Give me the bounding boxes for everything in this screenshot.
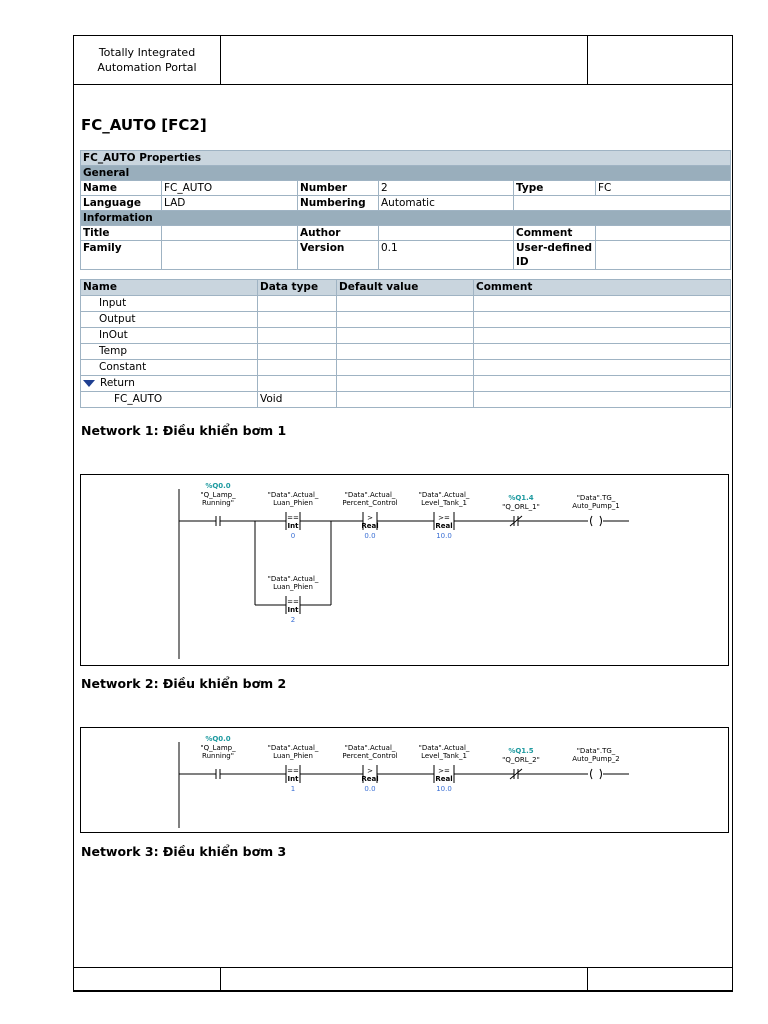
cmp2-val-label: 0.0 <box>364 532 376 540</box>
type-label: Type <box>514 181 596 196</box>
app-name: Totally Integrated Automation Portal <box>74 36 221 84</box>
table-row <box>81 328 731 344</box>
table-row <box>81 344 731 360</box>
section-constant: Constant <box>81 360 258 376</box>
numbering-label: Numbering <box>298 196 379 211</box>
lamp-addr-label: %Q0.0 <box>205 482 231 490</box>
section-information: Information <box>81 211 731 226</box>
cmp3-val-label: 10.0 <box>436 785 452 793</box>
cmp1-type-label: Int <box>287 522 299 530</box>
family-value <box>162 241 298 270</box>
section-input: Input <box>81 296 258 312</box>
network-3-title: Network 3: Điều khiển bơm 3 <box>81 844 287 859</box>
page-header <box>73 35 733 85</box>
cmp1-l2-label: Luan_Phien <box>273 752 313 760</box>
br-type-label: Int <box>287 606 299 614</box>
cmp2-l2-label: Percent_Control <box>342 752 398 760</box>
language-label: Language <box>81 196 162 211</box>
comment-label: Comment <box>514 226 596 241</box>
type-value: FC <box>596 181 731 196</box>
userid-label: User-defined ID <box>514 241 596 270</box>
footer-cell-1 <box>74 968 221 991</box>
coil-l2-label: Auto_Pump_2 <box>572 755 620 763</box>
col-datatype: Data type <box>258 280 337 296</box>
network-1-title: Network 1: Điều khiển bơm 1 <box>81 423 287 438</box>
block-title: FC_AUTO [FC2] <box>81 116 207 134</box>
version-value: 0.1 <box>379 241 514 270</box>
table-row <box>81 296 731 312</box>
cmp1-l2-label: Luan_Phien <box>273 499 313 507</box>
cmp1-type-label: Int <box>287 775 299 783</box>
cmp3-val-label: 10.0 <box>436 532 452 540</box>
cmp3-type-label: Real <box>435 522 453 530</box>
cmp2-type-label: Real <box>361 775 379 783</box>
orl-name-label: "Q_ORL_1" <box>502 503 540 511</box>
section-return[interactable] <box>81 376 258 392</box>
cmp2-op-label: > <box>367 767 373 775</box>
br-val-label: 2 <box>290 616 296 624</box>
table-row <box>81 376 731 392</box>
lamp-l2-label: Running" <box>202 752 234 760</box>
cmp3-type-label: Real <box>435 775 453 783</box>
orl-name-label: "Q_ORL_2" <box>502 756 540 764</box>
properties-heading: FC_AUTO Properties <box>81 151 731 166</box>
cmp3-l2-label: Level_Tank_1 <box>421 752 467 760</box>
coil-l1-label: "Data".TG_ <box>576 747 616 755</box>
cmp2-op-label: > <box>367 514 373 522</box>
version-label: Version <box>298 241 379 270</box>
orl-addr-label: %Q1.4 <box>508 494 534 502</box>
page-footer <box>73 967 733 992</box>
table-row <box>81 360 731 376</box>
br-op-label: == <box>287 598 299 606</box>
name-label: Name <box>81 181 162 196</box>
name-value: FC_AUTO <box>162 181 298 196</box>
collapse-triangle-icon[interactable] <box>83 380 95 387</box>
cmp1-l1-label: "Data".Actual_ <box>267 744 319 752</box>
cmp2-l1-label: "Data".Actual_ <box>344 744 396 752</box>
br-l1-label: "Data".Actual_ <box>267 575 319 583</box>
lamp-l2-label: Running" <box>202 499 234 507</box>
number-label: Number <box>298 181 379 196</box>
coil-l1-label: "Data".TG_ <box>576 494 616 502</box>
interface-table <box>80 279 731 408</box>
section-temp: Temp <box>81 344 258 360</box>
cmp3-op-label: >= <box>438 514 450 522</box>
title-label: Title <box>81 226 162 241</box>
header-middle-cell <box>221 36 588 84</box>
section-general: General <box>81 166 731 181</box>
number-value: 2 <box>379 181 514 196</box>
cmp2-val-label: 0.0 <box>364 785 376 793</box>
col-comment: Comment <box>474 280 731 296</box>
author-value <box>379 226 514 241</box>
cmp3-l1-label: "Data".Actual_ <box>418 491 470 499</box>
table-row <box>81 312 731 328</box>
title-value <box>162 226 298 241</box>
orl-addr-label: %Q1.5 <box>508 747 534 755</box>
cmp1-val-label: 1 <box>290 785 296 793</box>
author-label: Author <box>298 226 379 241</box>
cmp1-val-label: 0 <box>290 532 296 540</box>
cmp3-l2-label: Level_Tank_1 <box>421 499 467 507</box>
cmp2-l2-label: Percent_Control <box>342 499 398 507</box>
lamp-l1-label: "Q_Lamp_ <box>200 491 236 499</box>
empty-cell <box>514 196 731 211</box>
network-2-title: Network 2: Điều khiển bơm 2 <box>81 676 287 691</box>
coil-l2-label: Auto_Pump_1 <box>572 502 620 510</box>
ladder-diagram-1 <box>81 475 730 667</box>
cmp2-l1-label: "Data".Actual_ <box>344 491 396 499</box>
return-type: Void <box>258 392 337 408</box>
return-name: FC_AUTO <box>81 392 258 408</box>
language-value: LAD <box>162 196 298 211</box>
col-default: Default value <box>337 280 474 296</box>
return-label: Return <box>100 377 135 389</box>
section-inout: InOut <box>81 328 258 344</box>
cmp3-l1-label: "Data".Actual_ <box>418 744 470 752</box>
userid-value <box>596 241 731 270</box>
lamp-l1-label: "Q_Lamp_ <box>200 744 236 752</box>
ladder-diagram-2 <box>81 728 730 834</box>
cmp1-op-label: == <box>287 514 299 522</box>
br-l2-label: Luan_Phien <box>273 583 313 591</box>
network-1-ladder <box>80 474 729 666</box>
comment-value <box>596 226 731 241</box>
section-output: Output <box>81 312 258 328</box>
cmp2-type-label: Real <box>361 522 379 530</box>
properties-table <box>80 150 731 270</box>
lamp-addr-label: %Q0.0 <box>205 735 231 743</box>
col-name: Name <box>81 280 258 296</box>
cmp3-op-label: >= <box>438 767 450 775</box>
numbering-value: Automatic <box>379 196 514 211</box>
network-2-ladder <box>80 727 729 833</box>
footer-cell-2 <box>221 968 588 991</box>
table-row <box>81 392 731 408</box>
cmp1-l1-label: "Data".Actual_ <box>267 491 319 499</box>
cmp1-op-label: == <box>287 767 299 775</box>
family-label: Family <box>81 241 162 270</box>
